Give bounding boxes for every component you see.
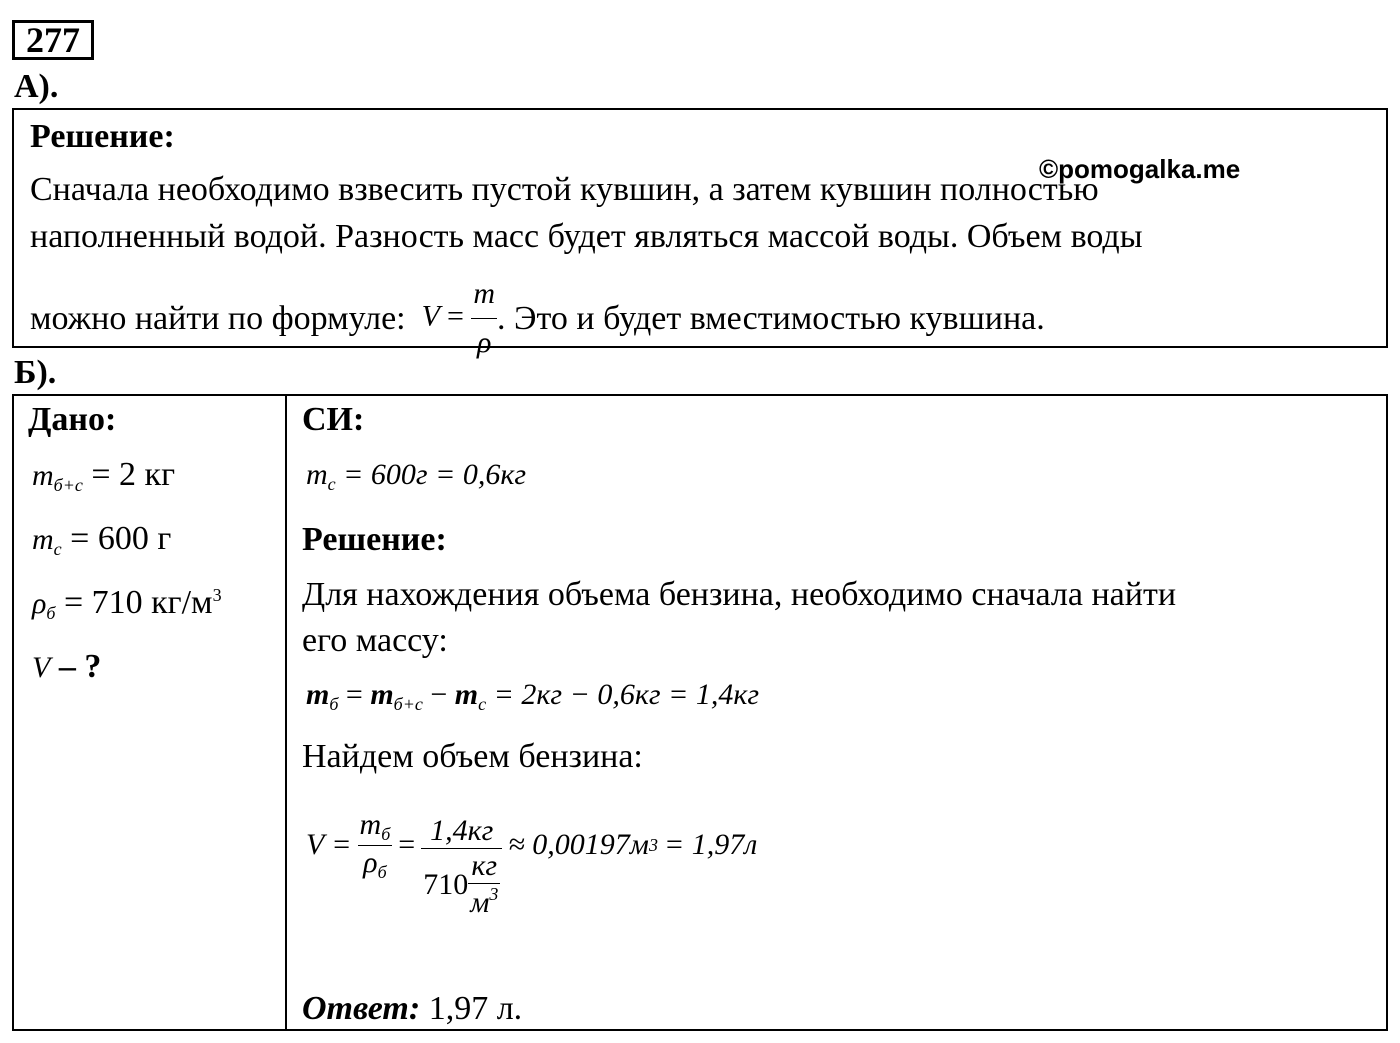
eq2-unit-fraction xyxy=(468,849,500,920)
eq1-b: m xyxy=(370,678,394,711)
given-heading: Дано: xyxy=(28,401,117,438)
eq2-f1-num: m xyxy=(359,807,382,841)
part-a-line3 xyxy=(30,270,1045,367)
watermark: ©pomogalka.me xyxy=(1039,154,1241,184)
part-a-heading: Решение: xyxy=(30,118,175,155)
given-value: = 2 кг xyxy=(91,456,176,493)
part-a-box xyxy=(12,108,1388,359)
si-sub: с xyxy=(327,474,336,494)
part-b-label: Б). xyxy=(14,354,57,391)
formula-v: V xyxy=(421,299,440,333)
given-item-mass-total xyxy=(32,456,175,496)
part-a-label: А). xyxy=(14,68,59,105)
solution-text-2: его массу: xyxy=(302,622,448,659)
eq2-result: = 1,97л xyxy=(663,828,758,861)
solution-text-3: Найдем объем бензина: xyxy=(302,738,643,775)
eq2-approx-sup: 3 xyxy=(648,834,658,855)
formula-denominator: ρ xyxy=(476,326,492,359)
answer-line xyxy=(302,985,522,1033)
part-a-line3-before: можно найти по формуле: xyxy=(30,299,406,337)
given-value: = 710 кг/м xyxy=(63,584,213,621)
solution-eq-mass: $m_б = m_{б+с} - m_с = 2кг - 0,6кг = 1,4кг$ xyxy=(306,678,760,714)
eq2-unit-den-sup: 3 xyxy=(489,884,499,904)
eq2-unit-num: кг xyxy=(468,849,500,884)
solution-text-1: Для нахождения объема бензина, необходимо сначала найти xyxy=(302,576,1177,613)
solution-eq-volume: V = $\frac{m_б}{\rho_б}$ = 1,4кг 710 $\frac{кг}{м^3}$ ≈ 0,00197м 3 = 1,97л xyxy=(306,807,758,919)
given-sub: б xyxy=(46,603,56,623)
given-value: – ? xyxy=(58,648,102,685)
given-item-density xyxy=(32,584,222,624)
given-sup: 3 xyxy=(212,585,222,605)
formula-fraction xyxy=(471,270,497,367)
eq1-b-sub: б+с xyxy=(393,694,423,714)
si-sym: m xyxy=(306,458,328,491)
given-sym: m xyxy=(32,523,54,556)
solution-heading: Решение: xyxy=(302,521,447,558)
part-a-line1: Сначала необходимо взвесить пустой кувшин, а затем кувшин полностью xyxy=(30,171,1099,208)
given-sym: ρ xyxy=(32,587,47,620)
eq1-a: m xyxy=(306,678,330,711)
eq2-f1-den-sub: б xyxy=(377,861,387,882)
answer-value: 1,97 л. xyxy=(428,990,523,1027)
eq1-c: m xyxy=(454,678,479,711)
formula-eq: = xyxy=(446,299,464,333)
eq2-fraction-1 xyxy=(358,808,393,883)
given-value: = 600 г xyxy=(70,520,172,557)
eq1-a-sub: б xyxy=(329,694,339,714)
formula-numerator: m xyxy=(471,270,497,319)
eq2-f1-den: ρ xyxy=(363,845,378,879)
problem-number: 277 xyxy=(12,20,94,60)
eq2-lhs: V = xyxy=(306,828,352,861)
given-item-mass-jar xyxy=(32,520,171,560)
given-item-unknown xyxy=(32,648,101,686)
si-heading: СИ: xyxy=(302,401,365,438)
given-sub: б+с xyxy=(53,475,83,495)
eq2-fraction-2 xyxy=(421,814,502,920)
eq2-f2-den-coef: 710 xyxy=(423,867,469,901)
part-a-line2: наполненный водой. Разность масс будет являться массой воды. Объем воды xyxy=(30,218,1143,255)
given-sym: m xyxy=(32,459,54,492)
eq2-unit-den: м xyxy=(470,886,490,919)
si-rest: = 600г = 0,6кг xyxy=(343,458,527,491)
given-sym: V xyxy=(32,651,51,684)
answer-label: Ответ: xyxy=(302,990,421,1027)
si-formula xyxy=(306,458,526,495)
eq2-approx: ≈ 0,00197м xyxy=(508,828,649,861)
given-sub: с xyxy=(53,539,62,559)
eq2-f1-num-sub: б xyxy=(381,823,391,844)
part-a-formula xyxy=(422,270,497,367)
part-a-line3-after: . Это и будет вместимостью кувшина. xyxy=(497,299,1045,337)
eq2-f2-num: 1,4кг xyxy=(421,814,502,849)
eq1-c-sub: с xyxy=(478,694,487,714)
part-b-divider xyxy=(285,394,287,1031)
eq1-rest: = 2кг − 0,6кг = 1,4кг xyxy=(493,678,760,711)
